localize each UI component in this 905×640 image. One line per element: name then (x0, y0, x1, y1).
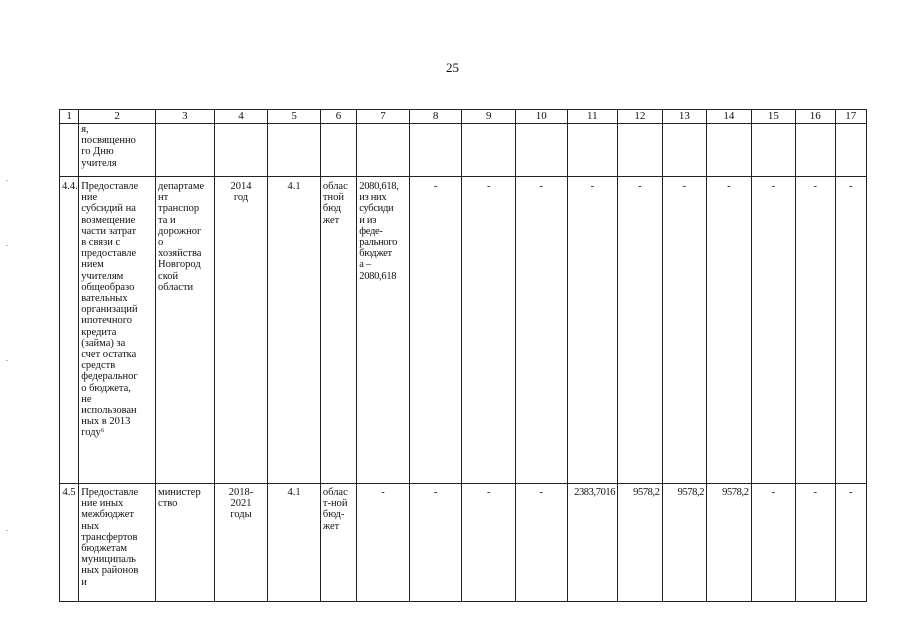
scan-mark (6, 180, 8, 181)
value-cell: - (835, 177, 867, 484)
measure-cell: я, посвященно го Дню учителя (79, 124, 156, 177)
value-cell: - (516, 177, 568, 484)
table-row-continuation (60, 124, 867, 177)
value-cell: - (662, 177, 706, 484)
value-cell: - (707, 177, 751, 484)
column-header: 13 (662, 110, 706, 124)
column-header: 5 (268, 110, 321, 124)
column-header: 6 (320, 110, 356, 124)
budget-table (59, 109, 867, 602)
value-cell: - (567, 177, 618, 484)
value-cell: - (751, 484, 795, 602)
row-number-cell: 4.5 (60, 484, 79, 602)
scan-mark (6, 530, 8, 531)
value-cell: 9578,2 (618, 484, 662, 602)
column-header: 17 (835, 110, 867, 124)
value-cell: - (462, 484, 516, 602)
value-cell: - (409, 484, 462, 602)
column-header: 2 (79, 110, 156, 124)
value-cell: 9578,2 (662, 484, 706, 602)
value-cell: - (796, 484, 835, 602)
amount-cell: - (357, 484, 410, 602)
value-cell: - (751, 177, 795, 484)
measure-cell: Предоставле ние иных межбюджет ных трансфертов бюджетам муниципаль ных районов и (79, 484, 156, 602)
table-row-4-5 (60, 484, 867, 602)
budget-table-sheet (59, 109, 867, 602)
executor-cell: департаме нт транспор та и дорожног о хозяйства Новгород ской области (156, 177, 215, 484)
measure-cell: Предоставле ние субсидий на возмещение части затрат в связи с предоставле нием учителям общеобразо вательных организаций ипотечного кредита (займа) за счет остатка средств федеральног о бюджета, не использован ных в 2013 году⁶ (79, 177, 156, 484)
column-header: 7 (357, 110, 410, 124)
row-number-cell: 4.4. (60, 177, 79, 484)
column-header: 1 (60, 110, 79, 124)
value-cell: - (409, 177, 462, 484)
column-header: 16 (796, 110, 835, 124)
column-header: 12 (618, 110, 662, 124)
target-cell: 4.1 (268, 484, 321, 602)
source-cell: облас т-ной бюд- жет (320, 484, 356, 602)
scan-mark (6, 245, 8, 246)
value-cell: - (835, 484, 867, 602)
amount-cell: 2080,618, из них субсиди и из феде- рального бюджет а – 2080,618 (357, 177, 410, 484)
value-cell: 2383,7016 (567, 484, 618, 602)
column-header: 10 (516, 110, 568, 124)
target-cell: 4.1 (268, 177, 321, 484)
column-header: 8 (409, 110, 462, 124)
table-header-row (60, 110, 867, 124)
value-cell: - (462, 177, 516, 484)
page-number: 25 (446, 60, 459, 75)
period-cell: 2018- 2021 годы (214, 484, 268, 602)
source-cell: облас тной бюд жет (320, 177, 356, 484)
column-header: 11 (567, 110, 618, 124)
column-header: 9 (462, 110, 516, 124)
column-header: 3 (156, 110, 215, 124)
period-cell: 2014 год (214, 177, 268, 484)
scan-mark (6, 360, 8, 361)
table-row-4-4 (60, 177, 867, 484)
column-header: 15 (751, 110, 795, 124)
column-header: 4 (214, 110, 268, 124)
value-cell: - (516, 484, 568, 602)
value-cell: 9578,2 (707, 484, 751, 602)
value-cell: - (618, 177, 662, 484)
executor-cell: министер ство (156, 484, 215, 602)
value-cell: - (796, 177, 835, 484)
column-header: 14 (707, 110, 751, 124)
